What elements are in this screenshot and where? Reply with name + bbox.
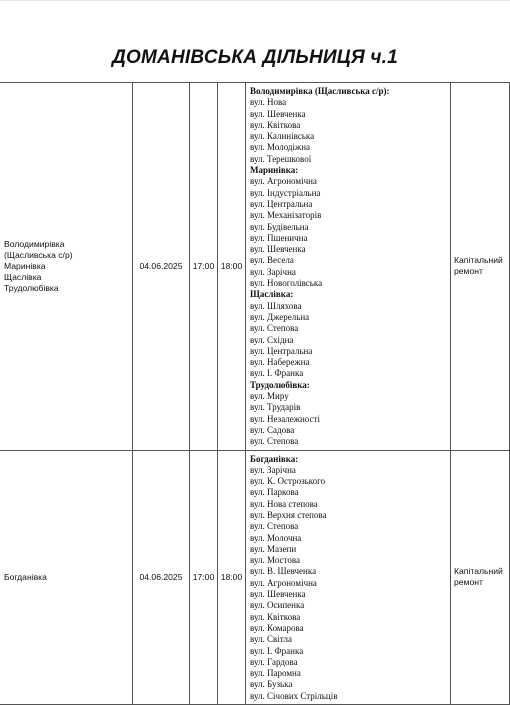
- time-to-cell: 18:00: [218, 450, 246, 705]
- settlement-street-block: [250, 165, 450, 289]
- street-item: вул. Терешкової: [250, 153, 312, 164]
- time-to-cell: 18:00: [218, 83, 246, 451]
- table-row: [0, 450, 510, 705]
- settlement-street-block: [250, 380, 450, 448]
- settlements-cell: [0, 450, 133, 705]
- street-item: вул. В. Шевченка: [250, 566, 317, 577]
- time-from-cell: 17:00: [190, 450, 218, 705]
- settlement-heading: Маринівка:: [250, 165, 299, 176]
- settlement-street-block: [250, 86, 450, 165]
- street-item: вул. Нова: [250, 97, 287, 108]
- street-item: вул. Калинівська: [250, 131, 315, 142]
- street-item: вул. Світла: [250, 634, 292, 645]
- street-item: вул. Мазепи: [250, 543, 297, 554]
- date-cell: 04.06.2025: [133, 450, 190, 705]
- street-item: вул. Гардова: [250, 656, 298, 667]
- settlement-name: Маринівка: [4, 260, 46, 271]
- street-item: вул. Шевченка: [250, 589, 306, 600]
- street-item: вул. Осипенка: [250, 600, 305, 611]
- street-item: вул. Індустріальна: [250, 187, 321, 198]
- settlement-street-block: [250, 289, 450, 379]
- page-top-border: [0, 0, 510, 1]
- streets-cell: [246, 450, 451, 705]
- streets-cell: [246, 83, 451, 451]
- street-item: вул. Агрономічна: [250, 577, 317, 588]
- street-item: вул. Шевченка: [250, 244, 306, 255]
- street-item: вул. Новоголівська: [250, 278, 323, 289]
- settlement-heading: Трудолюбівка:: [250, 379, 310, 390]
- street-item: вул. Молочна: [250, 532, 302, 543]
- page-title: ДОМАНІВСЬКА ДІЛЬНИЦЯ ч.1: [112, 47, 398, 68]
- street-item: вул. Пшенична: [250, 232, 308, 243]
- street-item: вул. Паркова: [250, 487, 299, 498]
- settlements-cell: [0, 83, 133, 451]
- settlement-street-block: [250, 454, 450, 703]
- settlement-name: Трудолюбівка: [4, 282, 59, 293]
- street-item: вул. Шляхова: [250, 300, 302, 311]
- street-item: вул. К. Острозького: [250, 476, 326, 487]
- street-item: вул. Степова: [250, 521, 299, 532]
- street-item: вул. Весела: [250, 255, 294, 266]
- street-item: вул. Нова степова: [250, 498, 318, 509]
- settlement-name: (Щасливська с/р): [4, 249, 73, 260]
- street-item: вул. І. Франка: [250, 645, 304, 656]
- street-item: вул. Степова: [250, 436, 299, 447]
- street-item: вул. Шевченка: [250, 108, 306, 119]
- street-item: вул. Незалежності: [250, 413, 320, 424]
- street-item: вул. Механізаторів: [250, 210, 322, 221]
- settlement-name: Богданівка: [4, 571, 47, 582]
- street-item: вул. Джерельна: [250, 311, 310, 322]
- work-type-cell: Капітальний ремонт: [451, 83, 510, 451]
- settlement-name: Володимирівка: [4, 238, 65, 249]
- settlement-heading: Володимирівка (Щасливська с/р):: [250, 86, 390, 96]
- street-item: вул. Миру: [250, 391, 289, 402]
- street-item: вул. Центральна: [250, 345, 313, 356]
- street-item: вул. Паромна: [250, 668, 301, 679]
- settlement-heading: Щаслівка:: [250, 289, 294, 300]
- street-item: вул. Січових Стрільців: [250, 690, 338, 701]
- street-item: вул. Зарічна: [250, 266, 296, 277]
- street-item: вул. Степова: [250, 323, 299, 334]
- work-type-cell: Капітальний ремонт: [451, 450, 510, 705]
- street-item: вул. Комарова: [250, 622, 304, 633]
- street-item: вул. Центральна: [250, 198, 313, 209]
- date-cell: 04.06.2025: [133, 83, 190, 451]
- street-item: вул. Бузька: [250, 679, 293, 690]
- settlement-heading: Богданівка:: [250, 453, 299, 464]
- settlement-name: Щаслівка: [4, 271, 42, 282]
- schedule-table: [0, 82, 510, 705]
- street-item: вул. Верхня степова: [250, 509, 327, 520]
- street-item: вул. Агрономічна: [250, 176, 317, 187]
- street-item: вул. Молодіжна: [250, 142, 311, 153]
- street-item: вул. Східна: [250, 334, 294, 345]
- street-item: вул. Трударів: [250, 402, 301, 413]
- street-item: вул. Квіткова: [250, 611, 301, 622]
- time-from-cell: 17:00: [190, 83, 218, 451]
- table-row: [0, 83, 510, 451]
- street-item: вул. Зарічна: [250, 464, 296, 475]
- street-item: вул. Набережна: [250, 357, 310, 368]
- street-item: вул. Садова: [250, 424, 295, 435]
- street-item: вул. Будівельна: [250, 221, 309, 232]
- street-item: вул. І. Франка: [250, 368, 304, 379]
- street-item: вул. Квіткова: [250, 119, 301, 130]
- street-item: вул. Мостова: [250, 555, 300, 566]
